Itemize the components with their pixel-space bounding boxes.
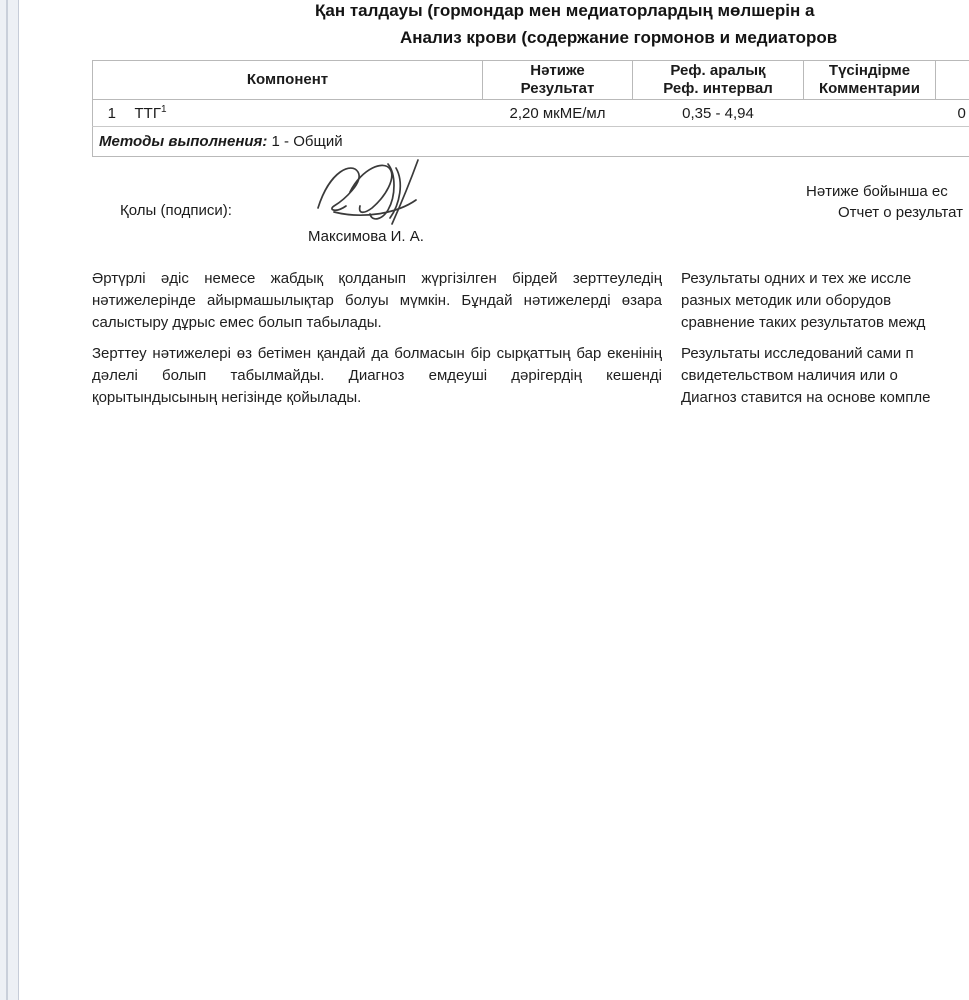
disclaimer-russian-paragraph-1 <box>681 268 930 334</box>
column-header-result <box>483 61 633 100</box>
disclaimer-russian <box>681 268 930 418</box>
result-value: 2,20 мкМЕ/мл <box>483 100 633 127</box>
disclaimer-kazakh-paragraph-2: Зерттеу нәтижелері өз бетімен қандай да болмасын бір сырқаттың бар екенінің дәлелі болып табылмайды. Диагноз емдеуші дәрігердің кешенді қорытындысының негізінде қойылады. <box>92 345 662 406</box>
report-title-kazakh: Қан талдауы (гормондар мен медиаторлардың мөлшерін а <box>315 1 815 20</box>
methods-value: 1 - Общий <box>271 133 343 150</box>
ref-interval-value: 0,35 - 4,94 <box>633 100 804 127</box>
column-header-result-kk: Нәтиже <box>530 62 585 79</box>
column-header-result-ru: Результат <box>520 80 595 97</box>
results-table <box>92 60 969 157</box>
disclaimer-ru-p2-line3: Диагноз ставится на основе компле <box>681 389 931 406</box>
table-row <box>93 100 969 127</box>
disclaimer-kazakh <box>92 268 662 418</box>
signature-label: Қолы (подписи): <box>120 202 232 219</box>
report-title-russian: Анализ крови (содержание гормонов и медиаторов <box>400 28 838 47</box>
table-header-row <box>93 61 969 100</box>
component-name-cell <box>131 100 483 127</box>
column-header-ref-interval <box>633 61 804 100</box>
report-note-line-kk: Нәтиже бойынша ес <box>806 183 948 200</box>
column-header-comment-kk: Түсіндірме <box>828 62 911 79</box>
row-number: 1 <box>93 100 131 127</box>
comment-value <box>804 100 936 127</box>
disclaimer-ru-p2-line1: Результаты исследований сами п <box>681 345 914 362</box>
methods-label: Методы выполнения: <box>99 133 268 150</box>
column-header-cutoff <box>936 61 969 100</box>
disclaimer-ru-p1-line3: сравнение таких результатов межд <box>681 314 926 331</box>
disclaimer-russian-paragraph-2 <box>681 343 930 409</box>
component-footnote: 1 <box>160 104 167 115</box>
report-note-line-ru: Отчет о результат <box>838 204 963 221</box>
disclaimer-ru-p1-line1: Результаты одних и тех же иссле <box>681 270 912 287</box>
component-name: ТТГ <box>134 105 161 122</box>
signature-image <box>300 156 450 230</box>
column-header-component <box>93 61 483 100</box>
signer-name: Максимова И. А. <box>308 228 424 245</box>
disclaimer-kazakh-paragraph-1: Әртүрлі әдіс немесе жабдық қолданып жүргізілген бірдей зерттеуледің нәтижелерінде айырмашылықтар болуы мүмкін. Бұндай нәтижелерді өзара салыстыру дұрыс емес болып табылады. <box>92 270 662 331</box>
disclaimer-ru-p2-line2: свидетельством наличия или о <box>681 367 898 384</box>
scrollbar-track[interactable] <box>0 0 19 1000</box>
column-header-ref-ru: Реф. интервал <box>663 80 773 97</box>
cutoff-column-fragment: 0 <box>936 100 969 127</box>
methods-cell <box>93 127 969 157</box>
column-header-comment <box>804 61 936 100</box>
panel-divider <box>6 0 8 1000</box>
column-header-comment-ru: Комментарии <box>818 80 920 97</box>
methods-row <box>93 127 969 157</box>
column-header-component-label: Компонент <box>246 71 329 88</box>
disclaimer-ru-p1-line2: разных методик или оборудов <box>681 292 892 309</box>
column-header-ref-kk: Реф. аралық <box>670 62 766 79</box>
